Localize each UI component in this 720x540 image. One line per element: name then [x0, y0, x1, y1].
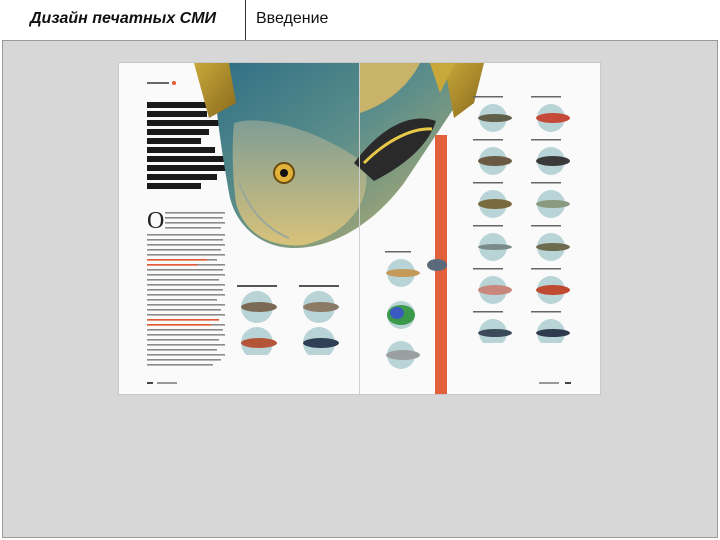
svg-text:О: О	[147, 208, 165, 234]
left-page-fish-cards	[237, 285, 367, 355]
right-page-fish-fins	[360, 63, 460, 123]
right-page-fish-grid	[471, 93, 581, 343]
slide-header	[0, 0, 720, 40]
presentation-title: Дизайн печатных СМИ	[30, 10, 217, 27]
section-title: Введение	[256, 10, 329, 27]
left-page-footer	[147, 381, 187, 386]
magazine-spread-image	[119, 63, 600, 394]
right-page-fish-column	[381, 251, 451, 371]
header-divider	[245, 0, 246, 40]
spread-section-label	[147, 80, 177, 88]
right-page-footer	[539, 381, 579, 386]
